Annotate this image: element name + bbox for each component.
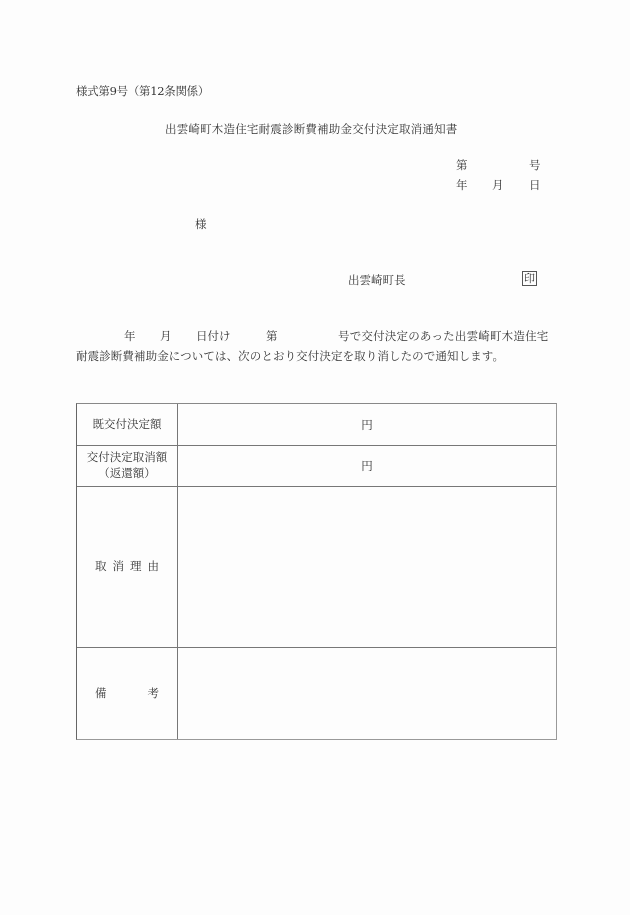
reference-number-suffix: 号: [529, 158, 541, 172]
body-month-label: 月: [160, 329, 172, 343]
body-line1-text: 号で交付決定のあった出雲崎町木造住宅: [338, 329, 549, 343]
label-cancel-amount: [77, 446, 178, 486]
value-granted-amount[interactable]: [178, 404, 556, 445]
label-subtext: （返還額）: [98, 466, 156, 480]
label-cancel-reason: [77, 487, 178, 647]
label-granted-amount: [77, 404, 178, 445]
date-month-label: 月: [492, 178, 504, 192]
addressee-honorific: 様: [195, 217, 207, 231]
body-number-prefix: 第: [266, 329, 278, 343]
table-row-cancel-amount: [77, 445, 556, 486]
body-paragraph-line2: 耐震診断費補助金については、次のとおり交付決定を取り消したので通知します。: [76, 349, 505, 363]
table-row-cancel-reason: [77, 486, 556, 647]
yen-unit: 円: [361, 459, 373, 473]
label-text: 既交付決定額: [92, 416, 162, 431]
value-remarks[interactable]: [178, 648, 556, 739]
value-cancel-amount[interactable]: [178, 446, 556, 486]
label-text: 取消理由: [95, 559, 165, 574]
label-text: 交付決定取消額: [86, 450, 168, 465]
reference-number-prefix: 第: [456, 158, 468, 172]
label-char-right: 考: [147, 685, 159, 700]
label-char-left: 備: [95, 685, 107, 700]
table-row-granted-amount: [77, 404, 556, 445]
date-day-label: 日: [529, 178, 541, 192]
body-day-label: 日付け: [196, 329, 231, 343]
form-number: 様式第9号（第12条関係）: [76, 84, 210, 98]
seal-icon: 印: [524, 272, 535, 285]
label-remarks: [77, 648, 178, 739]
body-year-label: 年: [124, 329, 136, 343]
yen-unit: 円: [361, 417, 373, 432]
table-row-remarks: [77, 647, 556, 739]
value-cancel-reason[interactable]: [178, 487, 556, 647]
cancellation-table: [76, 403, 557, 740]
issuer-name: 出雲崎町長: [348, 273, 406, 287]
date-year-label: 年: [456, 178, 468, 192]
label-text: [95, 686, 159, 702]
document-title: 出雲崎町木造住宅耐震診断費補助金交付決定取消通知書: [165, 122, 458, 136]
